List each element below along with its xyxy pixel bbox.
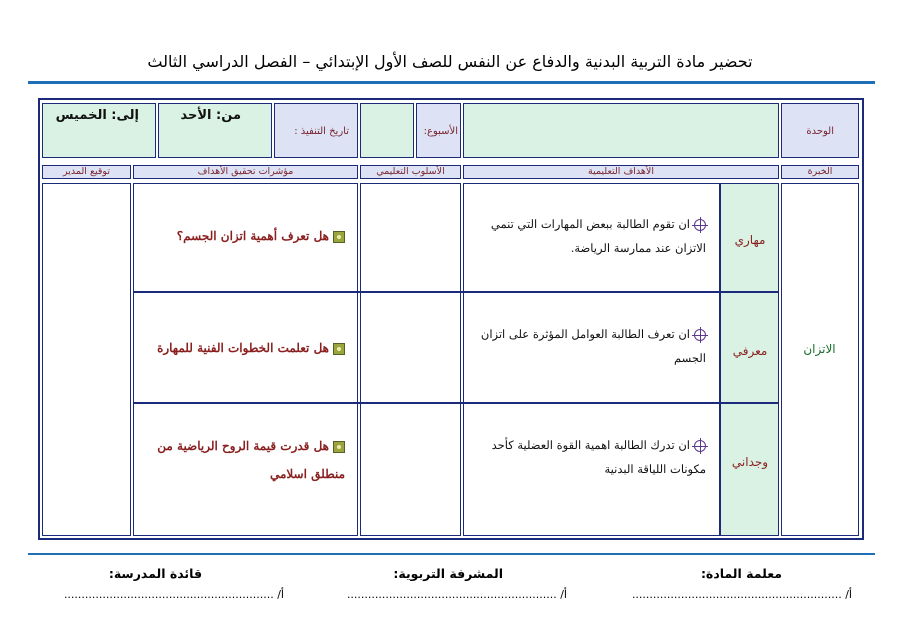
unit-value-field[interactable]: [463, 103, 779, 158]
objective-row-2-line-1: ان تعرف الطالبة العوامل المؤثرة على اتزان: [480, 327, 690, 341]
from-day-label: من: الأحد: [180, 108, 241, 123]
col-experience: الخبرة: [781, 165, 859, 179]
from-day-field[interactable]: [158, 103, 272, 158]
teacher-label: معلمة المادة:: [700, 566, 782, 581]
objective-row-2-line-2: الجسم: [673, 351, 706, 365]
principal-label: قائدة المدرسة:: [108, 566, 202, 581]
supervisor-label: المشرفة التربوية:: [393, 566, 503, 581]
indicator-row-2-text: هل تعلمت الخطوات الفنية للمهارة: [157, 341, 329, 355]
objective-type-skill: مهاري: [734, 233, 766, 247]
objective-type-affective: وجداني: [731, 455, 769, 469]
flower-bullet-icon: [333, 231, 345, 243]
objective-row-1-line-2: الاتزان عند ممارسة الرياضة.: [570, 241, 706, 255]
objective-row-1: [470, 212, 706, 260]
col-objectives: الأهداف التعليمية: [463, 165, 779, 179]
principal-signature-cell[interactable]: [42, 183, 131, 536]
col-indicators: مؤشرات تحقيق الأهداف: [133, 165, 358, 179]
unit-label-cell: [781, 103, 859, 158]
col-method: الأسلوب التعليمي: [360, 165, 461, 179]
week-label: الأسبوع:: [423, 126, 458, 137]
indicator-row-3-line-1: هل قدرت قيمة الروح الرياضية من: [157, 439, 329, 453]
objective-row-3-line-2: مكونات اللياقة البدنية: [604, 462, 706, 476]
indicator-row-3-line-2: منطلق اسلامي: [269, 467, 345, 481]
crosshair-bullet-icon: [694, 329, 706, 341]
date-label-cell: [274, 103, 358, 158]
top-divider: [28, 81, 875, 84]
method-cell[interactable]: [360, 183, 461, 536]
week-value-field[interactable]: [360, 103, 414, 158]
objective-row-1-line-1: ان تقوم الطالبة ببعض المهارات التي تنمي: [490, 217, 690, 231]
date-label: تاريخ التنفيذ :: [294, 126, 349, 137]
to-day-label: إلى: الخميس: [55, 108, 139, 123]
row-divider-2: [133, 402, 779, 404]
to-day-field[interactable]: [42, 103, 156, 158]
experience-value: الاتزان: [803, 342, 836, 356]
experience-cell: [781, 183, 859, 536]
indicator-row-3: [140, 432, 345, 488]
objective-row-2: [470, 322, 706, 370]
flower-bullet-icon: [333, 441, 345, 453]
principal-name-line[interactable]: أ/ ............................................................: [63, 588, 284, 601]
unit-label: الوحدة: [806, 126, 834, 137]
objective-row-3-line-1: ان تدرك الطالبة اهمية القوة العضلية كأحد: [491, 438, 690, 452]
indicator-row-1-text: هل تعرف أهمية اتزان الجسم؟: [176, 229, 329, 243]
objective-type-cognitive: معرفي: [732, 344, 768, 358]
supervisor-name-line[interactable]: أ/ ............................................................: [346, 588, 567, 601]
flower-bullet-icon: [333, 343, 345, 355]
week-label-cell: [416, 103, 461, 158]
crosshair-bullet-icon: [694, 440, 706, 452]
objective-row-3: [470, 433, 706, 481]
page-title: تحضير مادة التربية البدنية والدفاع عن النفس للصف الأول الإبتدائي – الفصل الدراسي الثالث: [147, 52, 753, 71]
teacher-name-line[interactable]: أ/ ............................................................: [631, 588, 852, 601]
row-divider-1: [133, 291, 779, 293]
indicator-row-2: [140, 334, 345, 362]
indicator-row-1: [140, 222, 345, 250]
crosshair-bullet-icon: [694, 219, 706, 231]
col-principal-signature: توقيع المدير: [42, 165, 131, 179]
bottom-divider: [28, 553, 875, 555]
